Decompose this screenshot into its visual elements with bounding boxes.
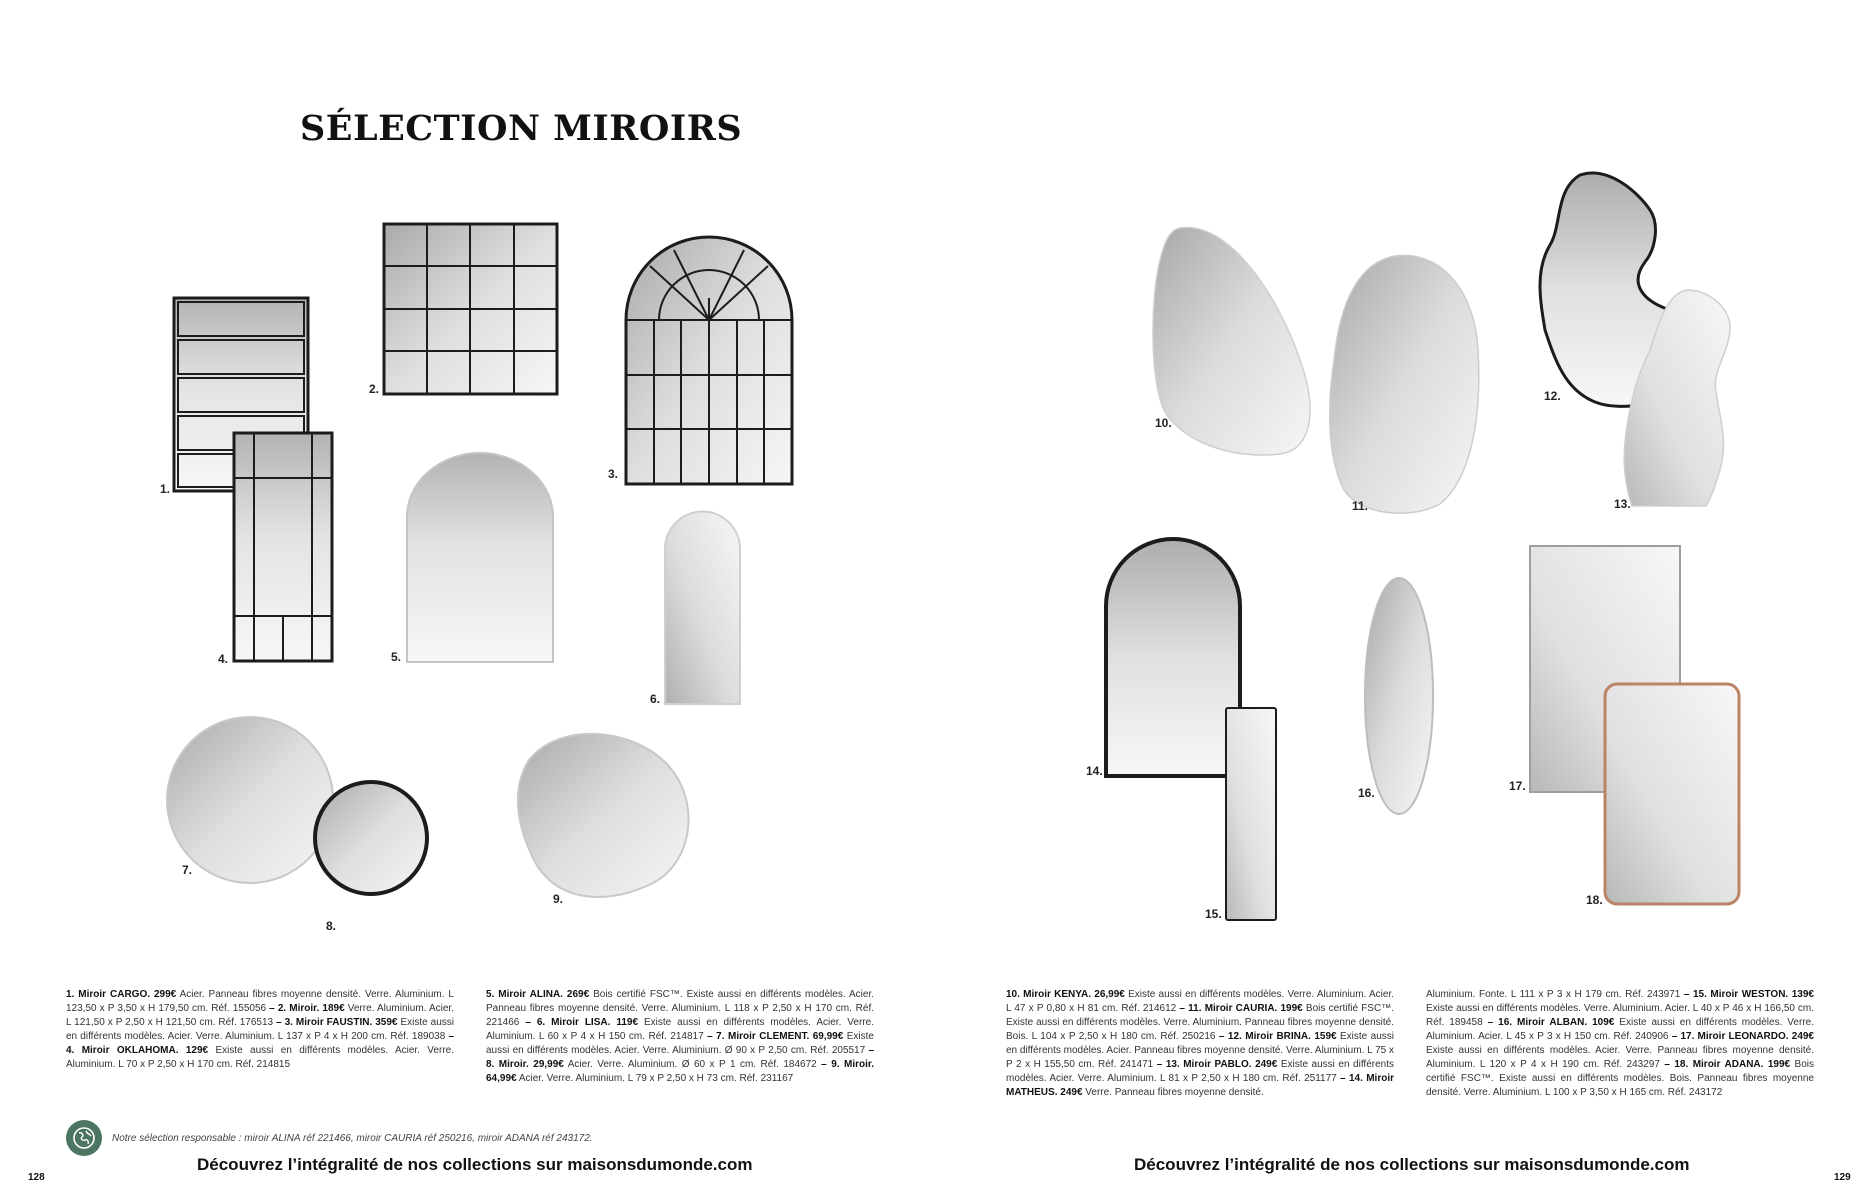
label-11: 11. — [1352, 499, 1369, 513]
product-details-1: Acier. Panneau fibres moyenne densité. Verre. Aluminium. L 123,50 x P 3,50 x H 179,50 cm. Réf. 155056 — [66, 989, 454, 1014]
product-details-14: Verre. Panneau fibres moyenne densité. — [1082, 1087, 1264, 1098]
mirror-15-weston — [1226, 708, 1276, 920]
mirror-5-alina — [407, 453, 553, 662]
product-name-2: – 2. Miroir. 189€ — [269, 1003, 345, 1014]
label-2: 2. — [369, 382, 380, 396]
label-12: 12. — [1544, 389, 1561, 403]
product-name-7: – 7. Miroir CLEMENT. 69,99€ — [707, 1031, 844, 1042]
page-number-left: 128 — [28, 1172, 45, 1183]
mirror-14-matheus — [1106, 539, 1240, 776]
mirror-2 — [384, 224, 557, 394]
product-details-12: Existe aussi en différents modèles. Acier. Panneau fibres moyenne densité. Verre. Aluminium. L 75 x P 2 x H 155,50 cm. Réf. 241471 — [1006, 1031, 1395, 1070]
label-16: 16. — [1358, 786, 1375, 800]
mirror-7-clement — [167, 717, 333, 883]
product-details-17: Existe aussi en différents modèles. Acier. Verre. Panneau fibres moyenne densité. Aluminium. L 120 x P 4 x H 190 cm. Réf. 243297 — [1426, 1045, 1814, 1070]
product-details-8: Acier. Verre. Aluminium. Ø 60 x P 1 cm. Réf. 184672 — [563, 1059, 822, 1070]
product-description-10-14 — [1006, 988, 1394, 1100]
label-10: 10. — [1155, 416, 1172, 430]
label-17: 17. — [1509, 779, 1526, 793]
product-name-17: – 17. Miroir LEONARDO. 249€ — [1671, 1031, 1814, 1042]
page-left — [0, 0, 933, 1200]
page-number-right: 129 — [1834, 1172, 1851, 1183]
mirror-illustrations-right — [934, 0, 1867, 960]
collections-footer-left: Découvrez l’intégralité de nos collections sur maisonsdumonde.com — [197, 1155, 753, 1174]
globe-icon — [66, 1120, 102, 1156]
label-15: 15. — [1205, 907, 1222, 921]
responsible-selection-text: Notre sélection responsable : miroir ALINA réf 221466, miroir CAURIA réf 250216, miroir ADANA réf 243172. — [112, 1132, 593, 1144]
product-description-5-9 — [486, 988, 874, 1086]
mirror-16-alban — [1365, 578, 1433, 814]
mirror-11-cauria — [1330, 255, 1479, 513]
product-description-15-18 — [1426, 988, 1814, 1100]
product-name-12: – 12. Miroir BRINA. 159€ — [1218, 1031, 1337, 1042]
mirror-9 — [518, 734, 689, 897]
product-details-11: Bois certifié FSC™. Existe aussi en différents modèles. Verre. Aluminium. Panneau fibres moyenne densité. Bois. L 104 x P 2,50 x H 180 cm. Réf. 250216 — [1006, 1003, 1394, 1042]
mirror-4-oklahoma — [234, 433, 332, 661]
product-details-10: Existe aussi en différents modèles. Verre. Aluminium. Acier. L 47 x P 0,80 x H 81 cm. Réf. 214612 — [1006, 989, 1395, 1014]
product-name-3: – 3. Miroir FAUSTIN. 359€ — [276, 1017, 398, 1028]
label-5: 5. — [391, 650, 402, 664]
product-name-13: – 13. Miroir PABLO. 249€ — [1156, 1059, 1278, 1070]
page-title: SÉLECTION MIROIRS — [300, 108, 743, 149]
product-details-7: Existe aussi en différents modèles. Acier. Verre. Aluminium. Ø 90 x P 2,50 cm. Réf. 205517 — [486, 1031, 874, 1056]
label-6: 6. — [650, 692, 661, 706]
product-name-18: – 18. Miroir ADANA. 199€ — [1664, 1059, 1791, 1070]
collections-footer-right: Découvrez l’intégralité de nos collections sur maisonsdumonde.com — [1134, 1155, 1690, 1174]
label-13: 13. — [1614, 497, 1631, 511]
page-right — [934, 0, 1867, 1200]
mirror-18-adana — [1605, 684, 1739, 904]
product-details-13: Existe aussi en différents modèles. Acier. Verre. Aluminium. L 81 x P 2,50 x H 180 cm. Réf. 251177 — [1006, 1059, 1394, 1084]
label-18: 18. — [1586, 893, 1603, 907]
mirror-8 — [315, 782, 427, 894]
label-9: 9. — [553, 892, 564, 906]
product-name-4: – 4. Miroir OKLAHOMA. 129€ — [66, 1031, 454, 1056]
product-name-5: 5. Miroir ALINA. 269€ — [486, 989, 590, 1000]
label-1: 1. — [160, 482, 171, 496]
product-name-14: – 14. Miroir MATHEUS. 249€ — [1006, 1073, 1394, 1098]
mirror-3-faustin — [626, 237, 792, 484]
label-7: 7. — [182, 863, 193, 877]
mirror-10-kenya — [1153, 227, 1310, 455]
product-name-1: 1. Miroir CARGO. 299€ — [66, 989, 177, 1000]
product-name-15: – 15. Miroir WESTON. 139€ — [1683, 989, 1814, 1000]
product-details-4: Existe aussi en différents modèles. Acier. Verre. Aluminium. L 70 x P 2,50 x H 170 cm. Réf. 214815 — [66, 1045, 454, 1070]
product-name-6: – 6. Miroir LISA. 119€ — [525, 1017, 639, 1028]
product-details-5: Bois certifié FSC™. Existe aussi en différents modèles. Acier. Panneau fibres moyenne densité. Verre. Aluminium. L 118 x P 2,50 x H 170 cm. Réf. 221466 — [486, 989, 874, 1028]
product-details-9: Acier. Verre. Aluminium. L 79 x P 2,50 x H 73 cm. Réf. 231167 — [516, 1073, 794, 1084]
product-details-14-cont: Aluminium. Fonte. L 111 x P 3 x H 179 cm. Réf. 243971 — [1426, 989, 1684, 1000]
product-details-16: Existe aussi en différents modèles. Verre. Aluminium. Acier. L 45 x P 3 x H 150 cm. Réf. 240906 — [1426, 1017, 1814, 1042]
label-4: 4. — [218, 652, 229, 666]
product-name-10: 10. Miroir KENYA. 26,99€ — [1006, 989, 1125, 1000]
product-details-6: Existe aussi en différents modèles. Acier. Verre. Aluminium. L 60 x P 4 x H 150 cm. Réf. 214817 — [486, 1017, 874, 1042]
product-name-11: – 11. Miroir CAURIA. 199€ — [1179, 1003, 1303, 1014]
mirror-6-lisa — [665, 512, 740, 705]
label-14: 14. — [1086, 764, 1103, 778]
product-description-1-4 — [66, 988, 454, 1072]
product-name-8: – 8. Miroir. 29,99€ — [486, 1045, 874, 1070]
label-8: 8. — [326, 919, 337, 933]
product-details-15: Existe aussi en différents modèles. Verre. Aluminium. Acier. L 40 x P 46 x H 166,50 cm. Réf. 189458 — [1426, 1003, 1814, 1028]
mirror-illustrations-left — [0, 0, 933, 960]
product-name-9: – 9. Miroir. 64,99€ — [486, 1059, 874, 1084]
product-details-3: Existe aussi en différents modèles. Acier. Verre. Aluminium. L 137 x P 4 x H 200 cm. Réf. 189038 — [66, 1017, 454, 1042]
product-details-2: Verre. Aluminium. Acier. L 121,50 x P 2,50 x H 121,50 cm. Réf. 176513 — [66, 1003, 454, 1028]
responsible-selection-note — [66, 1120, 593, 1156]
product-name-16: – 16. Miroir ALBAN. 109€ — [1487, 1017, 1615, 1028]
label-3: 3. — [608, 467, 619, 481]
product-details-18: Bois certifié FSC™. Existe aussi en différents modèles. Bois. Panneau fibres moyenne densité. Verre. Aluminium. L 100 x P 3,50 x H 165 cm. Réf. 243172 — [1426, 1059, 1814, 1098]
